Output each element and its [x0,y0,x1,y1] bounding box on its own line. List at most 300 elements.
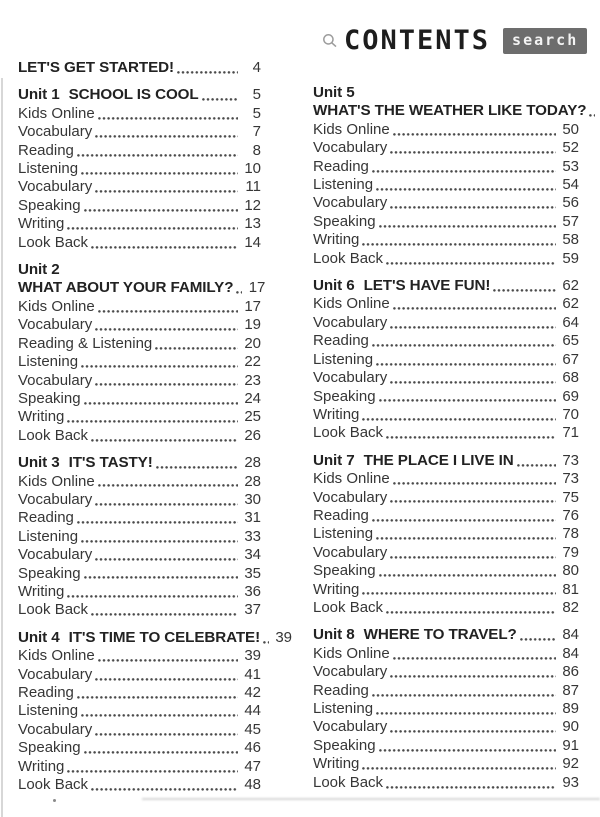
toc-entry-row [18,372,261,390]
toc-entry-row [18,142,261,160]
dot-leader [84,751,238,754]
dot-leader [67,420,238,423]
entry-label: Look Back [18,601,89,619]
dot-leader [81,172,238,175]
toc-entry-row [313,562,579,580]
toc-entry-row [313,544,579,562]
toc-entry-row [313,250,579,268]
entry-label: Listening [18,353,79,371]
page-number: 50 [562,120,579,138]
toc-entry-row [313,424,579,442]
toc-section-title-row [313,452,579,470]
entry-label: Reading [18,684,74,701]
dot-leader [98,484,238,487]
toc-entry-row [18,758,261,776]
dot-leader [390,730,556,733]
page-title: CONTENTS [344,25,491,56]
unit-label-row [18,261,261,279]
page-number: 37 [244,601,261,619]
entry-label: Look Back [313,249,384,267]
entry-label: Kids Online [18,104,95,122]
entry-label: Kids Online [313,295,390,313]
section-title: SCHOOL IS COOL [68,86,199,104]
dot-leader [81,365,238,368]
toc-entry-row [18,298,261,316]
dot-leader [390,556,556,559]
toc-section-title-row [18,279,266,297]
toc-entry-row [313,581,579,599]
toc-column-right [313,84,587,792]
entry-label: Speaking [313,562,376,580]
unit-label: Unit 8 [313,626,355,644]
page-number: 89 [562,700,579,717]
entry-label: Vocabulary [18,371,93,389]
section-title: WHAT'S THE WEATHER LIKE TODAY? [313,102,587,120]
toc-entry-row [313,663,579,681]
dot-leader [236,291,242,294]
entry-label: Vocabulary [313,663,388,681]
dot-leader [77,154,238,157]
page-number: 5 [252,86,261,104]
dot-leader [372,519,556,522]
toc-section [18,261,266,445]
dot-leader [386,436,556,439]
entry-label: Kids Online [313,120,390,138]
page-number: 23 [244,371,261,389]
dot-leader [379,574,556,577]
entry-label: Vocabulary [313,488,388,506]
entry-label: Writing [313,580,360,598]
toc-entry-row [313,599,579,617]
entry-label: Writing [313,405,360,423]
page-number: 42 [244,684,261,701]
dot-leader [91,788,238,791]
entry-label: Kids Online [18,297,95,315]
toc-entry-row [313,489,579,507]
page-number: 76 [562,506,579,524]
toc-entry-row [18,546,261,564]
toc-entry-row [18,528,261,546]
dot-leader [98,310,238,313]
unit-label: Unit 5 [313,84,355,101]
toc-section [18,628,293,795]
toc-entry-row [313,645,579,663]
toc-entry-row [18,702,261,720]
dot-leader [362,418,556,421]
page-number: 24 [244,389,261,407]
toc-entry-row [313,351,579,369]
toc-entry-row [18,105,261,123]
dot-leader [372,694,556,697]
dot-leader [379,399,556,402]
dot-leader [520,638,556,641]
entry-label: Reading [313,681,369,699]
toc-section [18,454,261,620]
entry-label: Writing [18,757,65,775]
dot-leader [390,381,556,384]
page-number: 36 [244,582,261,600]
toc-entry-row [18,178,261,196]
page-number: 56 [562,194,579,212]
entry-label: Reading [18,141,74,159]
dot-leader [98,659,238,662]
page-number: 17 [248,279,266,297]
entry-label: Writing [18,215,65,233]
toc-entry-row [18,666,261,684]
dot-leader [95,328,238,331]
toc-entry-row [18,335,261,353]
dot-leader [77,521,238,524]
section-title: THE PLACE I LIVE IN [363,451,514,469]
toc-entry-row [313,332,579,350]
toc-section-title-row [18,454,261,472]
page-number: 45 [244,720,261,738]
toc-entry-row [18,647,261,665]
page-number: 67 [562,350,579,368]
page-number: 80 [562,562,579,580]
page-number: 41 [244,665,261,683]
page-number: 12 [244,196,261,214]
toc-entry-row [313,507,579,525]
entry-label: Speaking [313,212,376,230]
entry-label: Writing [18,582,65,600]
page-number: 62 [562,277,579,295]
toc-section-title-row [18,86,261,104]
section-title: LET'S HAVE FUN! [363,277,491,295]
entry-label: Kids Online [313,470,390,488]
dot-leader [376,537,556,540]
entry-label: Reading [313,506,369,524]
page-number: 10 [244,160,261,178]
dot-leader [376,188,556,191]
page-number: 58 [562,231,579,249]
unit-label: Unit 7 [313,451,355,469]
entry-label: Reading & Listening [18,334,153,352]
dot-leader [386,262,556,265]
unit-label: Unit 3 [18,454,60,472]
page-number: 84 [562,626,579,644]
entry-label: Look Back [313,424,384,442]
entry-label: Reading [18,509,74,527]
page-number: 71 [562,424,579,442]
dot-leader [390,151,556,154]
dot-leader [393,657,556,660]
toc-section-title-row [313,102,587,120]
entry-label: Vocabulary [313,194,388,212]
dot-leader [95,135,238,138]
dot-leader [177,71,238,74]
toc-entry-row [18,123,261,141]
dot-leader [67,595,238,598]
toc-section-title-row [18,59,261,77]
page-number: 52 [562,139,579,157]
page-number: 28 [244,454,261,472]
entry-label: Writing [18,408,65,426]
entry-label: Reading [313,157,369,175]
page-number: 57 [562,212,579,230]
page-header [322,26,587,56]
page-number: 73 [562,451,579,469]
page-number: 62 [562,295,579,313]
page-number: 20 [244,334,261,352]
toc-entry-row [18,601,261,619]
page-number: 30 [244,490,261,508]
section-title: WHERE TO TRAVEL? [363,626,517,644]
toc-section [18,86,261,252]
toc-entry-row [313,314,579,332]
toc-entry-row [18,739,261,757]
page-number: 81 [562,580,579,598]
toc-entry-row [18,215,261,233]
toc-entry-row [18,776,261,794]
page-number: 68 [562,369,579,387]
dot-leader [372,344,556,347]
entry-label: Vocabulary [313,369,388,387]
toc-entry-row [18,427,261,445]
toc-entry-row [18,583,261,601]
page-number: 84 [562,644,579,662]
toc-entry-row [18,234,261,252]
unit-label-row [313,84,579,102]
entry-label: Listening [313,525,374,543]
page-number: 92 [562,755,579,773]
page-number: 35 [244,564,261,582]
toc-section-title-row [313,626,579,644]
entry-label: Listening [18,527,79,545]
toc-entry-row [313,470,579,488]
entry-label: Speaking [18,389,81,407]
entry-label: Vocabulary [18,720,93,738]
entry-label: Listening [313,176,374,194]
page-number: 70 [562,405,579,423]
page-number: 31 [244,509,261,527]
entry-label: Reading [313,332,369,350]
page-number: 54 [562,176,579,194]
entry-label: Look Back [18,233,89,251]
page-number: 14 [244,233,261,251]
page-number: 69 [562,387,579,405]
dot-leader [95,190,238,193]
dot-leader [81,714,238,717]
dot-leader [155,347,238,350]
toc-entry-row [313,295,579,313]
entry-label: Kids Online [18,647,95,665]
dot-leader [95,503,238,506]
dot-leader [81,540,238,543]
entry-label: Speaking [313,387,376,405]
search-button[interactable]: search [503,28,587,54]
page-number: 44 [244,702,261,720]
toc-entry-row [18,565,261,583]
toc-entry-row [313,388,579,406]
dot-leader [517,464,556,467]
toc-section [313,277,579,443]
entry-label: Kids Online [18,472,95,490]
search-icon [322,33,339,50]
page-number: 39 [244,647,261,665]
page-number: 87 [562,681,579,699]
toc-entry-row [313,700,579,718]
dot-leader [390,500,556,503]
section-title: LET'S GET STARTED! [18,59,174,76]
dot-leader [156,466,238,469]
entry-label: Look Back [313,773,384,791]
page-number: 11 [245,178,261,196]
entry-label: Vocabulary [18,123,93,141]
page-number: 28 [244,472,261,490]
dot-leader [362,767,556,770]
scan-speck [53,799,56,802]
dot-leader [91,613,238,616]
page-number: 93 [562,773,579,791]
dot-leader [362,243,556,246]
dot-leader [390,326,556,329]
page-number: 17 [244,297,261,315]
entry-label: Vocabulary [18,316,93,334]
dot-leader [91,439,238,442]
dot-leader [393,133,556,136]
page-number: 5 [252,104,261,122]
entry-label: Speaking [18,196,81,214]
dot-leader [589,114,595,117]
dot-leader [493,289,556,292]
page-number: 48 [244,776,261,794]
section-title: WHAT ABOUT YOUR FAMILY? [18,279,234,297]
dot-leader [379,749,556,752]
page-number: 78 [562,525,579,543]
page-number: 59 [562,249,579,267]
dot-leader [376,363,556,366]
toc-entry-row [313,718,579,736]
entry-label: Speaking [18,564,81,582]
toc-entry-row [18,197,261,215]
toc-entry-row [313,121,579,139]
toc-column-left [18,59,293,794]
dot-leader [202,98,238,101]
toc-entry-row [18,491,261,509]
entry-label: Vocabulary [313,543,388,561]
page-number: 65 [562,332,579,350]
toc-entry-row [18,316,261,334]
toc-entry-row [313,737,579,755]
toc-entry-row [313,406,579,424]
dot-leader [91,246,238,249]
toc-entry-row [18,721,261,739]
page-number: 53 [562,157,579,175]
entry-label: Listening [313,700,374,717]
dot-leader [393,482,556,485]
page-number: 25 [244,408,261,426]
scan-edge-bottom [142,798,600,800]
page-number: 73 [562,470,579,488]
entry-label: Kids Online [313,644,390,662]
entry-label: Listening [313,350,374,368]
toc-section [18,59,261,77]
section-title: IT'S TIME TO CELEBRATE! [68,628,261,646]
toc-entry-row [313,231,579,249]
entry-label: Look Back [18,426,89,444]
toc-entry-row [313,774,579,792]
entry-label: Speaking [313,736,376,754]
toc-section [313,84,587,268]
toc-entry-row [313,213,579,231]
entry-label: Writing [313,231,360,249]
dot-leader [95,733,238,736]
page-number: 8 [252,141,261,159]
dot-leader [393,307,556,310]
page-number: 91 [562,736,579,754]
toc-entry-row [18,509,261,527]
toc-entry-row [18,684,261,702]
toc-section [313,452,579,618]
entry-label: Listening [18,160,79,178]
scan-edge-left [1,78,3,817]
toc-section [313,626,579,792]
dot-leader [95,558,238,561]
toc-entry-row [18,473,261,491]
entry-label: Look Back [18,776,89,794]
toc-entry-row [313,525,579,543]
toc-entry-row [18,353,261,371]
page-number: 13 [244,215,261,233]
entry-label: Vocabulary [313,139,388,157]
page-number: 34 [244,546,261,564]
dot-leader [84,402,238,405]
dot-leader [372,170,556,173]
dot-leader [390,206,556,209]
toc-entry-row [313,682,579,700]
toc-entry-row [18,160,261,178]
section-title: IT'S TASTY! [68,454,153,472]
page-number: 4 [252,59,261,76]
toc-entry-row [313,139,579,157]
unit-label: Unit 2 [18,261,60,279]
page-number: 64 [562,313,579,331]
toc-entry-row [313,369,579,387]
toc-entry-row [18,390,261,408]
page-number: 39 [275,628,293,646]
dot-leader [390,675,556,678]
page-number: 26 [244,426,261,444]
dot-leader [95,383,238,386]
page-number: 19 [244,316,261,334]
toc-section-title-row [18,628,293,647]
toc-columns [18,59,587,794]
entry-label: Look Back [313,598,384,616]
dot-leader [77,696,238,699]
dot-leader [263,641,269,644]
entry-label: Vocabulary [18,178,93,196]
entry-label: Speaking [18,739,81,757]
dot-leader [386,611,556,614]
entry-label: Vocabulary [313,718,388,736]
toc-entry-row [313,158,579,176]
entry-label: Writing [313,755,360,773]
page-number: 7 [252,123,261,141]
dot-leader [98,117,238,120]
dot-leader [376,712,556,715]
page-number: 82 [562,598,579,616]
page-number: 79 [562,543,579,561]
entry-label: Vocabulary [313,313,388,331]
dot-leader [84,576,238,579]
unit-label: Unit 4 [18,628,60,646]
page-number: 75 [562,488,579,506]
dot-leader [67,770,238,773]
page-number: 46 [244,739,261,757]
unit-label: Unit 1 [18,86,60,104]
dot-leader [95,678,238,681]
